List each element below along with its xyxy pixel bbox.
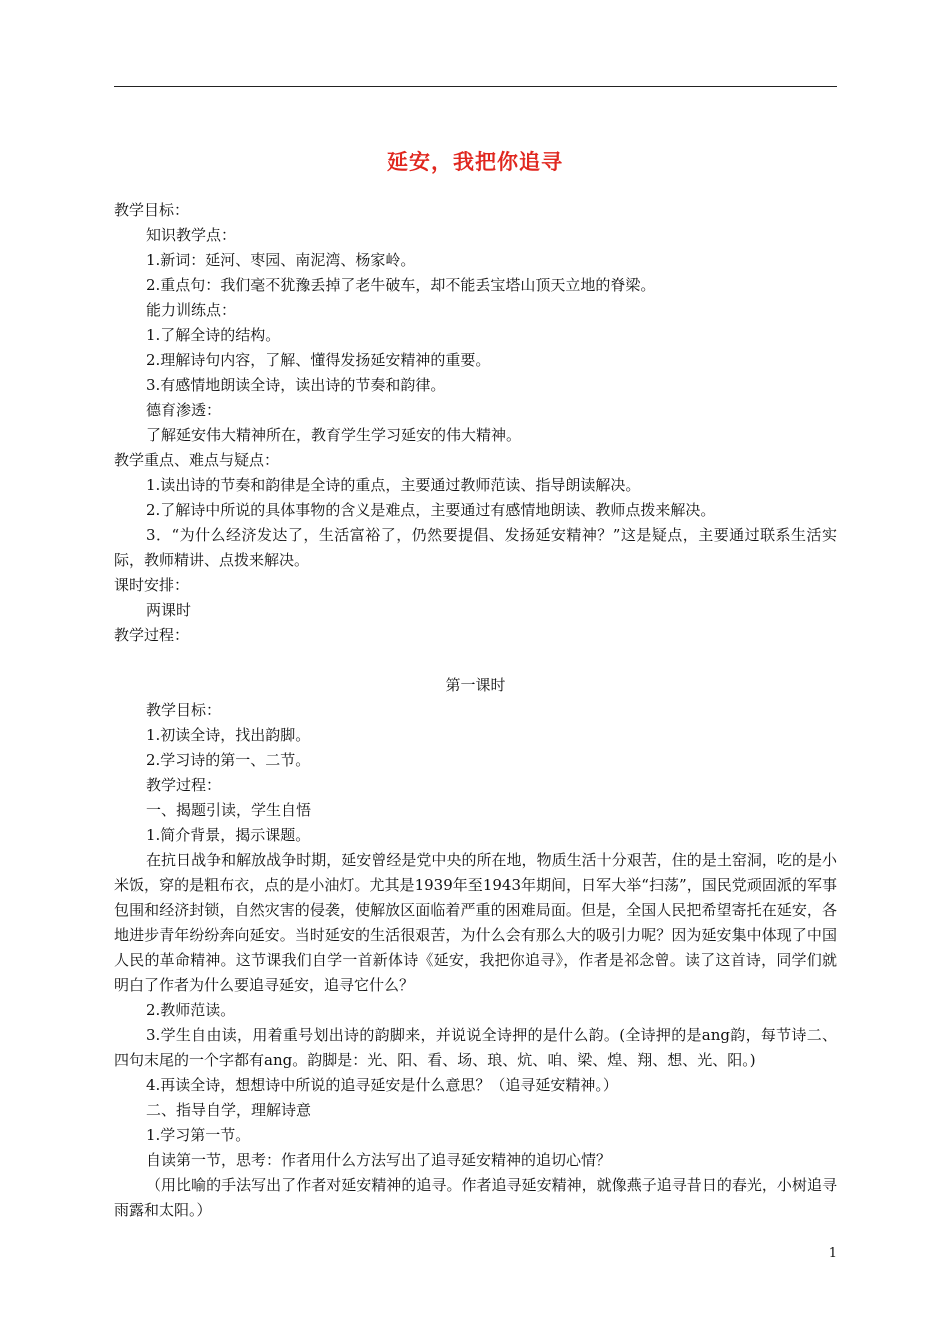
heading: 课时安排： — [114, 576, 190, 594]
paragraph: 在抗日战争和解放战争时期，延安曾经是党中央的所在地，物质生活十分艰苦，住的是土窑洞，吃的是小米饭，穿的是粗布衣，点的是小油灯。尤其是1939年至1943年期间，日军大举“扫荡”，国民党顽固派的军事包围和经济封锁，自然灾害的侵袭，使解放区面临着严重的困难局面。但是，全国人民把希望寄托在延安，各地进步青年纷纷奔向延安。当时延安的生活很艰苦，为什么会有那么大的吸引力呢？因为延安集中体现了中国人民的革命精神。这节课我们自学一首新体诗《延安，我把你追寻》，作者是祁念曾。读了这首诗，同学们就明白了作者为什么要追寻延安，追寻它什么？ — [114, 851, 837, 994]
subheading: 教学过程： — [146, 776, 222, 794]
paragraph: 两课时 — [146, 601, 192, 619]
list-item: 1.初读全诗，找出韵脚。 — [146, 726, 311, 744]
list-item: 2.理解诗句内容，了解、懂得发扬延安精神的重要。 — [146, 351, 491, 369]
document-title: 延安，我把你追寻 — [387, 149, 563, 174]
paragraph: 自读第一节，思考：作者用什么方法写出了追寻延安精神的追切心情？ — [146, 1151, 612, 1169]
subheading: 教学目标： — [146, 701, 222, 719]
header-rule — [114, 86, 837, 87]
paragraph: （用比喻的手法写出了作者对延安精神的追寻。作者追寻延安精神，就像燕子追寻昔日的春光，小树追寻雨露和太阳。） — [114, 1176, 837, 1219]
heading: 教学过程： — [114, 626, 190, 644]
subheading: 知识教学点： — [146, 226, 237, 244]
paragraph: 了解延安伟大精神所在，教育学生学习延安的伟大精神。 — [146, 426, 522, 444]
document-body — [114, 198, 837, 1223]
subheading: 二、指导自学，理解诗意 — [146, 1101, 312, 1119]
list-item: 1.简介背景，揭示课题。 — [146, 826, 311, 844]
paragraph: 3.学生自由读，用着重号划出诗的韵脚来，并说说全诗押的是什么韵。(全诗押的是ang韵，每节诗二、四句末尾的一个字都有ang。韵脚是：光、阳、看、场、琅、炕、咱、梁、煌、翔、想、光、阳。) — [114, 1026, 837, 1069]
subheading: 能力训练点： — [146, 301, 237, 319]
list-item: 4.再读全诗，想想诗中所说的追寻延安是什么意思？（追寻延安精神。） — [146, 1076, 618, 1094]
list-item: 2.学习诗的第一、二节。 — [146, 751, 311, 769]
heading: 教学重点、难点与疑点： — [114, 451, 280, 469]
subheading: 德育渗透： — [146, 401, 222, 419]
list-item: 1.读出诗的节奏和韵律是全诗的重点，主要通过教师范读、指导朗读解决。 — [146, 476, 641, 494]
list-item: 1.新词：延河、枣园、南泥湾、杨家岭。 — [146, 251, 416, 269]
page-number: 1 — [828, 1246, 837, 1261]
list-item: 2.了解诗中所说的具体事物的含义是难点，主要通过有感情地朗读、教师点拨来解决。 — [146, 501, 716, 519]
heading: 教学目标： — [114, 201, 190, 219]
list-item: 2.教师范读。 — [146, 1001, 236, 1019]
subheading: 一、揭题引读，学生自悟 — [146, 801, 312, 819]
list-item: 3.有感情地朗读全诗，读出诗的节奏和韵律。 — [146, 376, 446, 394]
paragraph: 3．“为什么经济发达了，生活富裕了，仍然要提倡、发扬延安精神？”这是疑点，主要通过联系生活实际，教师精讲、点拨来解决。 — [114, 526, 837, 569]
list-item: 1.学习第一节。 — [146, 1126, 251, 1144]
list-item: 2.重点句：我们毫不犹豫丢掉了老牛破车，却不能丢宝塔山顶天立地的脊梁。 — [146, 276, 656, 294]
list-item: 1.了解全诗的结构。 — [146, 326, 281, 344]
section-title: 第一课时 — [445, 676, 506, 694]
